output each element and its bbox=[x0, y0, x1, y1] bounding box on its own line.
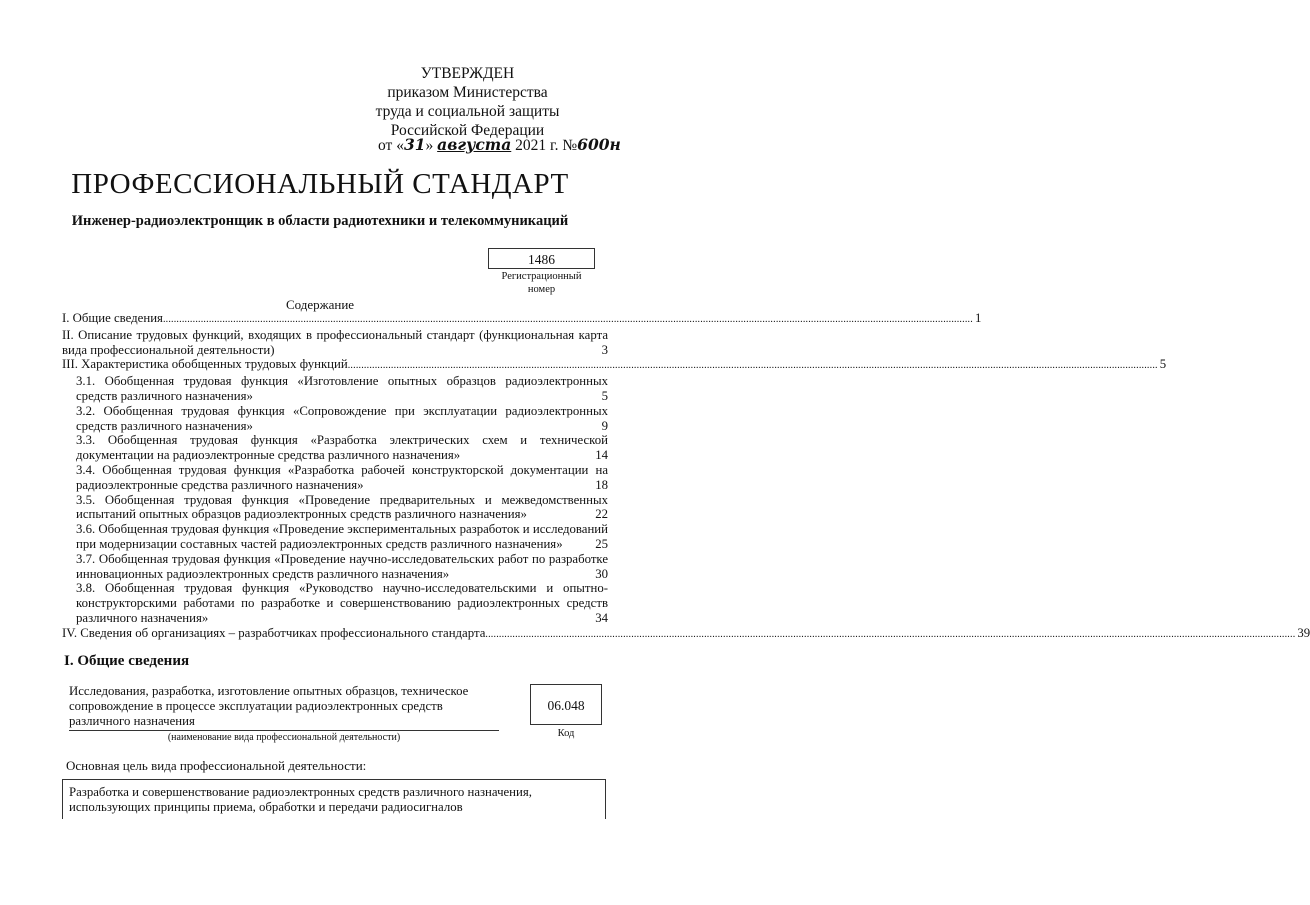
toc-leader-dots: ............................................................................................................................................................................................................................................................................................................ bbox=[162, 314, 973, 325]
toc-entry[interactable] bbox=[76, 374, 608, 404]
toc-entry-text: I. Общие сведения bbox=[62, 311, 163, 325]
activity-caption: (наименование вида профессиональной деятельности) bbox=[167, 732, 401, 743]
approval-line-4: Российской Федерации bbox=[390, 122, 545, 139]
activity-underline bbox=[69, 730, 499, 731]
toc-entry-text: 3.4. Обобщенная трудовая функция «Разработка рабочей конструкторской документации на радиоэлектронные средства различного назначения» bbox=[76, 462, 608, 492]
approval-date bbox=[378, 135, 621, 155]
toc-entry[interactable] bbox=[76, 463, 608, 493]
activity-code-label: Код bbox=[557, 728, 575, 739]
toc-entry-text: III. Характеристика обобщенных трудовых функций bbox=[62, 357, 348, 372]
toc-entry[interactable] bbox=[76, 433, 608, 463]
toc-entry-text: 3.6. Обобщенная трудовая функция «Проведение экспериментальных разработок и исследований при модернизации составных частей радиоэлектронных средств различного назначения» bbox=[76, 522, 608, 551]
registration-number-box: 1486 bbox=[488, 248, 595, 269]
toc-entry-text: 3.7. Обобщенная трудовая функция «Проведение научно-исследовательских работ по разработке инновационных радиоэлектронных средств различного назначения» bbox=[76, 551, 608, 581]
goal-text: Разработка и совершенствование радиоэлектронных средств различного назначения, использующих принципы приема, обработки и передачи радиосигналов bbox=[69, 785, 532, 814]
toc-entry-text: 3.3. Обобщенная трудовая функция «Разработка электрических схем и технической документации на радиоэлектронные средства различного назначения» bbox=[76, 433, 608, 463]
activity-name: Исследования, разработка, изготовление опытных образцов, техническое сопровождение в процессе эксплуатации радиоэлектронных средств различного назначения bbox=[69, 684, 469, 728]
toc-page-number: 5 bbox=[1159, 357, 1167, 372]
toc-entry[interactable] bbox=[76, 522, 608, 552]
toc-entry-text: IV. Сведения об организациях – разработчиках профессионального стандарта bbox=[62, 625, 486, 640]
section-heading: I. Общие сведения bbox=[64, 653, 190, 669]
date-day: 31 bbox=[403, 135, 426, 154]
toc-page-number: 25 bbox=[595, 536, 608, 551]
date-mid: » bbox=[425, 137, 434, 154]
toc-entry-text: 3.8. Обобщенная трудовая функция «Руководство научно-исследовательскими и опытно-конструкторскими работами по разработке и совершенствованию радиоэлектронных средств различного назначения» bbox=[76, 581, 608, 625]
toc-entry[interactable] bbox=[76, 493, 608, 523]
toc-entry[interactable] bbox=[62, 357, 1167, 374]
toc-entry[interactable] bbox=[62, 328, 608, 358]
toc-page-number: 14 bbox=[595, 448, 608, 463]
toc-leader-dots: ............................................................................................................................................................................................................................................................................................................ bbox=[485, 628, 1296, 640]
approval-line-2: приказом Министерства bbox=[387, 84, 548, 101]
toc-entry-text: 3.2. Обобщенная трудовая функция «Сопровождение при эксплуатации радиоэлектронных средств различного назначения» bbox=[76, 403, 608, 433]
page-subtitle: Инженер-радиоэлектронщик в области радиотехники и телекоммуникаций bbox=[71, 213, 569, 229]
registration-label: Регистрационный номер bbox=[501, 271, 582, 295]
toc-entry[interactable] bbox=[76, 581, 608, 625]
toc-page-number: 3 bbox=[601, 342, 608, 357]
toc-page-number: 9 bbox=[601, 418, 608, 433]
order-number: 600н bbox=[577, 135, 621, 154]
toc-page-number: 5 bbox=[601, 388, 608, 403]
approval-line-3: труда и социальной защиты bbox=[375, 103, 560, 120]
table-of-contents bbox=[62, 311, 1310, 643]
toc-leader-dots: ............................................................................................................................................................................................................................................................................................................ bbox=[347, 360, 1158, 372]
activity-code-box: 06.048 bbox=[530, 684, 602, 725]
toc-page-number: 22 bbox=[595, 507, 608, 522]
approval-stamp bbox=[330, 64, 605, 140]
date-month: августа bbox=[437, 135, 512, 154]
toc-entry[interactable] bbox=[76, 552, 608, 582]
page-title: ПРОФЕССИОНАЛЬНЫЙ СТАНДАРТ bbox=[71, 168, 569, 200]
approval-line-1: УТВЕРЖДЕН bbox=[420, 65, 515, 82]
toc-entry[interactable] bbox=[62, 625, 1310, 643]
goal-label: Основная цель вида профессиональной деятельности: bbox=[66, 758, 367, 773]
toc-entry[interactable] bbox=[76, 404, 608, 434]
toc-entry[interactable] bbox=[62, 311, 982, 328]
toc-page-number: 1 bbox=[974, 311, 982, 325]
toc-entry-text: 3.5. Обобщенная трудовая функция «Проведение предварительных и межведомственных испытаний опытных образцов радиоэлектронных средств различного назначения» bbox=[76, 492, 608, 522]
toc-page-number: 18 bbox=[595, 477, 608, 492]
toc-page-number: 30 bbox=[595, 566, 608, 581]
toc-page-number: 34 bbox=[595, 610, 608, 625]
date-year: 2021 г. № bbox=[515, 137, 578, 154]
toc-page-number: 39 bbox=[1297, 625, 1310, 640]
toc-entry-text: 3.1. Обобщенная трудовая функция «Изготовление опытных образцов радиоэлектронных средств различного назначения» bbox=[76, 374, 608, 403]
date-prefix: от « bbox=[378, 137, 404, 154]
toc-entry-text: II. Описание трудовых функций, входящих в профессиональный стандарт (функциональная карта вида профессиональной деятельности) bbox=[62, 327, 608, 357]
toc-title: Содержание bbox=[285, 297, 355, 312]
